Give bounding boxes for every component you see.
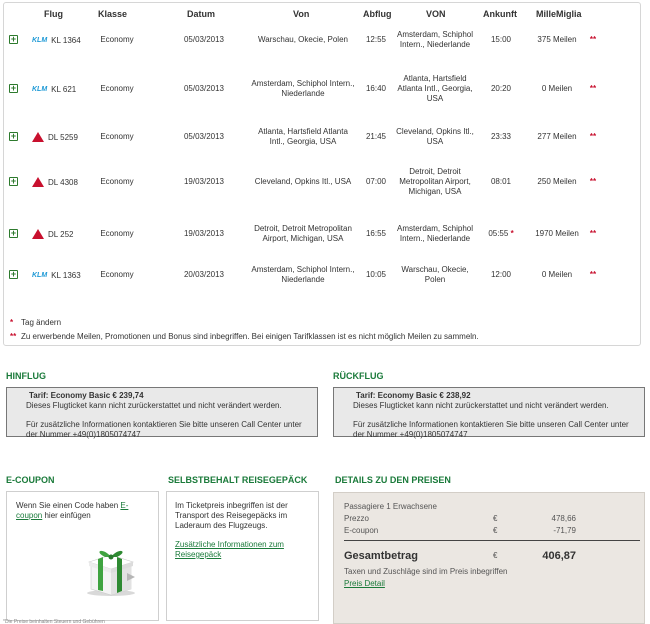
passagiere: Passagiere 1 Erwachsene [344, 502, 437, 511]
hinflug-title: HINFLUG [6, 371, 46, 381]
gepaeck-title: SELBSTBEHALT REISEGEPÄCK [168, 475, 308, 485]
price-divider [344, 540, 640, 541]
tax-note: Taxen und Zuschläge sind im Preis inbegriffen [344, 567, 508, 576]
cell-von: Cleveland, Opkins Itl., USA [254, 177, 352, 186]
flight-number-cell [32, 212, 74, 256]
price-row-prezzo [344, 513, 634, 525]
cell-von: Detroit, Detroit Metropolitan Airport, Michigan, USA [254, 224, 352, 243]
total-label: Gesamtbetrag [344, 550, 418, 562]
ecoupon-text-before: Wenn Sie einen Code haben [16, 501, 121, 510]
price-amount: 478,66 [551, 514, 576, 523]
cell-klasse: Economy [100, 132, 134, 141]
expand-plus-icon[interactable]: + [10, 131, 17, 141]
cell-meilen: 250 Meilen [537, 177, 577, 186]
cell-nach: Cleveland, Opkins Itl., USA [396, 127, 474, 146]
flight-number: DL 5259 [48, 132, 78, 142]
header-flug: Flug [44, 9, 63, 19]
note-tag-aendern [7, 316, 637, 330]
total-currency: € [493, 551, 498, 560]
flight-number: DL 252 [48, 229, 74, 239]
cell-ankunft: 23:33 [490, 132, 512, 141]
total-amount: 406,87 [542, 550, 576, 562]
cell-nach: Warschau, Okecie, Polen [401, 265, 469, 284]
cell-abflug: 07:00 [365, 177, 387, 186]
flight-number-cell [32, 116, 78, 158]
flights-table [3, 2, 641, 346]
cell-von: Warschau, Okecie, Polen [258, 35, 348, 44]
expand-plus-icon[interactable]: + [10, 176, 17, 186]
preise-title: DETAILS ZU DEN PREISEN [335, 475, 451, 485]
cell-von: Atlanta, Hartsfield Atlanta Intl., Georgia, USA [258, 127, 348, 146]
miles-note-mark: ** [589, 84, 597, 93]
rueckflug-tarif-box [333, 387, 645, 437]
price-currency: € [493, 526, 498, 535]
cell-klasse: Economy [100, 229, 134, 238]
cell-datum: 20/03/2013 [183, 270, 225, 279]
header-abflug: Abflug [363, 9, 392, 19]
price-row-ecoupon [344, 525, 634, 537]
delta-logo-icon [32, 132, 44, 142]
miles-note-mark: ** [589, 270, 597, 279]
cell-datum: 19/03/2013 [183, 229, 225, 238]
cell-klasse: Economy [100, 35, 134, 44]
delta-logo-icon [32, 229, 44, 239]
rueckflug-tarif: Tarif: Economy Basic € 238,92 [356, 391, 471, 400]
table-row [4, 116, 640, 158]
cell-abflug: 16:40 [365, 84, 387, 93]
rueckflug-title: RÜCKFLUG [333, 371, 384, 381]
table-row [4, 212, 640, 256]
hinflug-line1: Dieses Flugticket kann nicht zurückerstattet und nicht verändert werden. [26, 401, 282, 410]
cell-klasse: Economy [100, 270, 134, 279]
cell-von: Amsterdam, Schiphol Intern., Niederlande [251, 265, 355, 284]
cell-nach: Amsterdam, Schiphol Intern., Niederlande [396, 224, 474, 243]
cell-ankunft: 20:20 [490, 84, 512, 93]
cell-datum: 05/03/2013 [183, 132, 225, 141]
header-meilen: MilleMiglia [536, 9, 582, 19]
miles-note-mark: ** [589, 177, 597, 186]
note-text: Tag ändern [21, 318, 62, 327]
delta-logo-icon [32, 177, 44, 187]
expand-plus-icon[interactable]: + [10, 34, 17, 44]
gepaeck-link[interactable]: Zusätzliche Informationen zum Reisegepäck [175, 540, 284, 559]
flight-number: DL 4308 [48, 177, 78, 187]
flight-number-cell [32, 158, 78, 206]
note-mark: ** [10, 332, 17, 341]
cell-ankunft: 08:01 [490, 177, 512, 186]
cell-abflug: 12:55 [365, 35, 387, 44]
header-von: Von [293, 9, 310, 19]
flight-number-cell [32, 20, 81, 60]
hinflug-tarif: Tarif: Economy Basic € 239,74 [29, 391, 144, 400]
price-label: Prezzo [344, 514, 369, 523]
miles-note-mark: ** [589, 35, 597, 44]
note-text: Zu erwerbende Meilen, Promotionen und Bonus sind inbegriffen. Bei einigen Tarifklassen ist es nicht möglich Meilen zu sammeln. [21, 332, 479, 341]
header-datum: Datum [187, 9, 216, 19]
note-mark: * [10, 318, 14, 327]
preise-box [333, 492, 645, 624]
cell-nach: Detroit, Detroit Metropolitan Airport, Michigan, USA [399, 167, 471, 196]
expand-plus-icon[interactable]: + [10, 269, 17, 279]
hinflug-tarif-box [6, 387, 318, 437]
cell-abflug: 10:05 [365, 270, 387, 279]
price-amount: -71,79 [553, 526, 576, 535]
flight-number-cell [32, 255, 81, 295]
table-row [4, 255, 640, 295]
gepaeck-box [166, 491, 319, 621]
cell-klasse: Economy [100, 84, 134, 93]
cell-ankunft: 15:00 [490, 35, 512, 44]
cell-abflug: 16:55 [365, 229, 387, 238]
cell-meilen: 0 Meilen [541, 270, 573, 279]
rueckflug-line2: Für zusätzliche Informationen kontaktieren Sie bitte unseren Call Center unter der Nummer +49(0)1805074747 [353, 420, 629, 439]
cell-datum: 05/03/2013 [183, 35, 225, 44]
total-row [344, 548, 634, 564]
cell-datum: 05/03/2013 [183, 84, 225, 93]
cell-klasse: Economy [100, 177, 134, 186]
flight-number-cell [32, 68, 76, 110]
klm-logo-icon: KLM [32, 271, 48, 279]
klm-logo-icon: KLM [32, 36, 48, 44]
header-ankunft: Ankunft [483, 9, 517, 19]
klm-logo-icon: KLM [32, 85, 48, 93]
cell-nach: Atlanta, Hartsfield Atlanta Intl., Georgia, USA [397, 74, 473, 103]
price-currency: € [493, 514, 498, 523]
cell-meilen: 1970 Meilen [535, 229, 579, 238]
header-von-ziel: VON [426, 9, 446, 19]
hinflug-line2: Für zusätzliche Informationen kontaktieren Sie bitte unseren Call Center unter der Nummer +49(0)1805074747 [26, 420, 302, 439]
flight-number: KL 621 [51, 84, 77, 94]
table-row [4, 158, 640, 206]
ecoupon-link[interactable]: E-coupon [16, 501, 129, 520]
note-meilen [7, 330, 637, 344]
miles-note-mark: ** [589, 229, 597, 238]
table-row [4, 20, 640, 60]
ecoupon-title: E-COUPON [6, 475, 55, 485]
cell-meilen: 375 Meilen [537, 35, 577, 44]
day-change-mark: * [508, 229, 514, 238]
ecoupon-text-after: hier einfügen [42, 511, 91, 520]
cell-ankunft: 05:55 * [488, 229, 514, 238]
cell-meilen: 277 Meilen [537, 132, 577, 141]
miles-note-mark: ** [589, 132, 597, 141]
price-label: E-coupon [344, 526, 379, 535]
cell-von: Amsterdam, Schiphol Intern., Niederlande [251, 79, 355, 98]
gift-box-icon [83, 545, 139, 597]
table-row [4, 68, 640, 110]
cell-datum: 19/03/2013 [183, 177, 225, 186]
cell-meilen: 0 Meilen [541, 84, 573, 93]
flight-number: KL 1364 [51, 35, 81, 45]
flight-number: KL 1363 [51, 270, 81, 280]
rueckflug-line1: Dieses Flugticket kann nicht zurückerstattet und nicht verändert werden. [353, 401, 609, 410]
cell-abflug: 21:45 [365, 132, 387, 141]
header-klasse: Klasse [98, 9, 128, 19]
ecoupon-text [16, 501, 140, 521]
cell-nach: Amsterdam, Schiphol Intern., Niederlande [396, 30, 474, 49]
gepaeck-text: Im Ticketpreis inbegriffen ist der Transport des Reisegepäcks im Laderaum des Flugzeugs. [175, 501, 288, 530]
footnote: *Die Preise beinhalten Steuern und Gebühren [3, 619, 105, 624]
cell-ankunft: 12:00 [490, 270, 512, 279]
expand-plus-icon[interactable]: + [10, 228, 17, 238]
preis-detail-link[interactable]: Preis Detail [344, 579, 385, 588]
expand-plus-icon[interactable]: + [10, 83, 17, 93]
table-notes [7, 316, 637, 344]
